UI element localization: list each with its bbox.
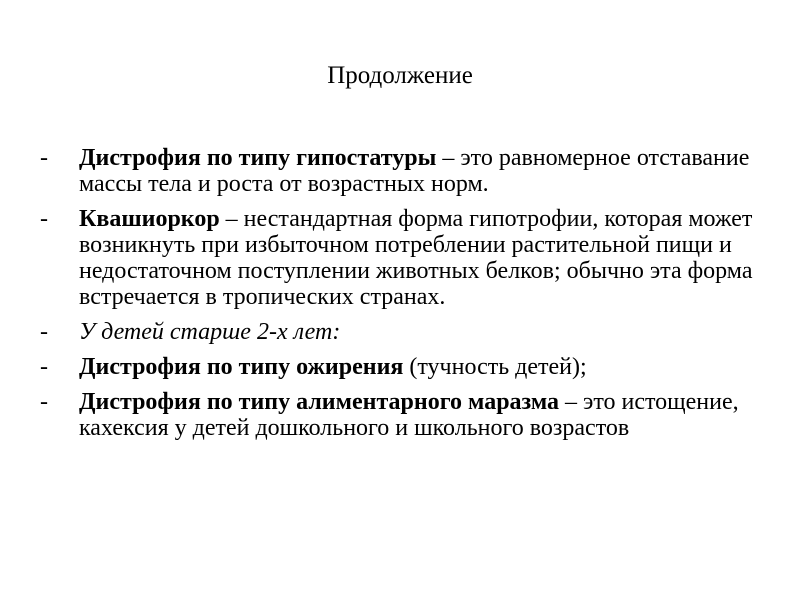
bullet-dash: -: [40, 145, 48, 171]
bullet-term: Дистрофия по типу ожирения: [79, 354, 404, 380]
bullet-definition: – нестандартная форма гипотрофии, которая может возникнуть при избыточном потреблении растительной пищи и недостаточном поступлении животных белков; обычно эта форма встречается в тропических странах.: [79, 206, 753, 310]
bullet-item-age-heading: [40, 319, 760, 345]
bullet-term: Дистрофия по типу алиментарного маразма: [79, 389, 560, 415]
bullet-definition: – это истощение, кахексия у детей дошкольного и школьного возрастов: [79, 389, 739, 441]
bullet-item-kwashiorkor: [40, 206, 760, 310]
bullet-term: Дистрофия по типу гипостатуры: [79, 145, 437, 171]
bullet-dash: -: [40, 206, 48, 232]
bullet-dash: -: [40, 354, 48, 380]
bullet-definition: – это равномерное отставание массы тела и роста от возрастных норм.: [79, 145, 750, 197]
bullet-text: [79, 354, 760, 380]
slide-title: Продолжение: [327, 62, 473, 89]
bullet-dash: -: [40, 389, 48, 415]
bullet-item-obesity: [40, 354, 760, 380]
bullet-definition: (тучность детей);: [403, 354, 587, 380]
bullet-term: Квашиоркор: [79, 206, 220, 232]
bullet-text: [79, 319, 760, 345]
bullet-dash: -: [40, 319, 48, 345]
bullet-subheading: У детей старше 2-х лет:: [79, 319, 341, 345]
bullet-item-hypostatura: [40, 145, 760, 197]
bullet-list: [40, 145, 760, 441]
bullet-text: [79, 145, 760, 197]
bullet-item-marasmus: [40, 389, 760, 441]
bullet-text: [79, 206, 760, 310]
bullet-text: [79, 389, 760, 441]
